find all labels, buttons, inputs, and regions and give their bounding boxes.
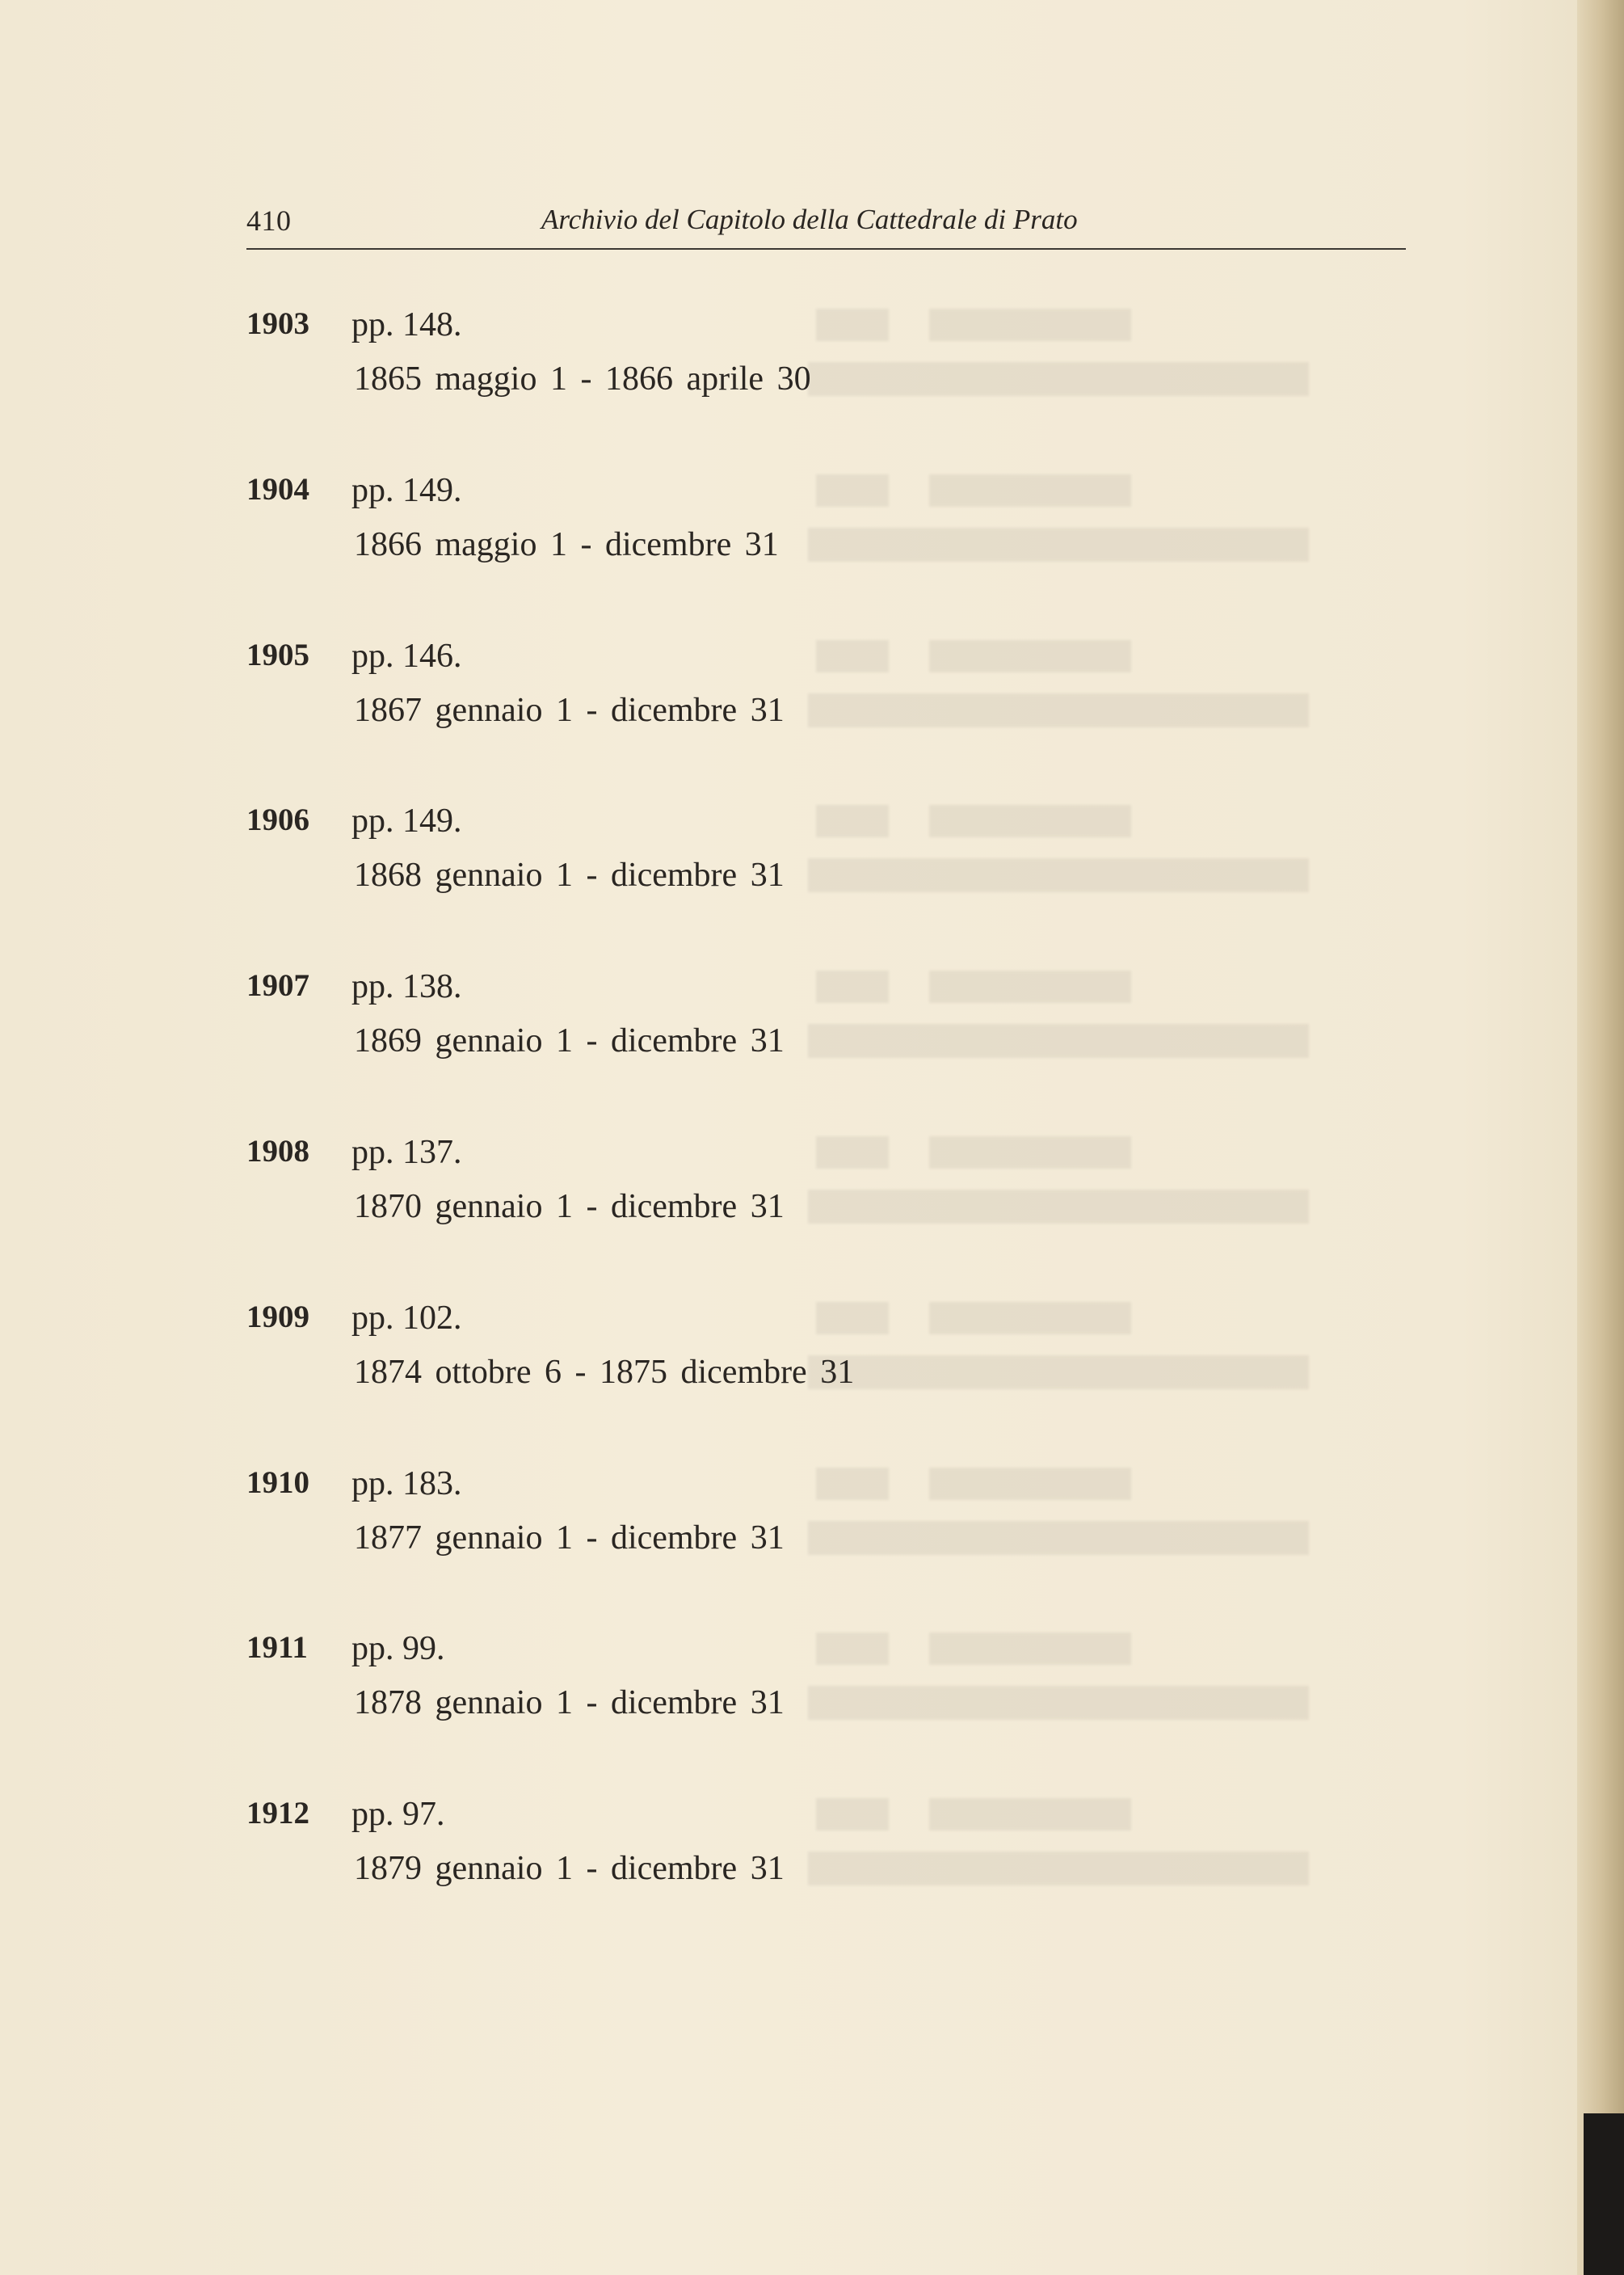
- entry-dates: 1877 gennaio 1 - dicembre 31: [354, 1519, 785, 1557]
- running-title: Archivio del Capitolo della Cattedrale di Prato: [541, 204, 1078, 235]
- entry-item: [246, 299, 1216, 465]
- entry-pages: pp. 97.: [351, 1796, 445, 1834]
- entry-dates: 1874 ottobre 6 - 1875 dicembre 31: [354, 1353, 855, 1391]
- scan-border: [1584, 2113, 1624, 2275]
- entry-item: [246, 1623, 1216, 1788]
- entry-pages: pp. 149.: [351, 803, 462, 840]
- entry-dates: 1879 gennaio 1 - dicembre 31: [354, 1850, 785, 1888]
- entry-number: 1906: [246, 803, 309, 838]
- entry-dates: 1878 gennaio 1 - dicembre 31: [354, 1684, 785, 1722]
- entry-number: 1905: [246, 637, 309, 672]
- entry-number: 1903: [246, 306, 309, 341]
- entry-item: [246, 1458, 1216, 1624]
- entry-item: [246, 1788, 1216, 1954]
- entry-pages: pp. 99.: [351, 1630, 445, 1668]
- entry-pages: pp. 138.: [351, 968, 462, 1006]
- entry-item: [246, 465, 1216, 630]
- entry-number: 1911: [246, 1630, 308, 1666]
- entry-pages: pp. 183.: [351, 1464, 462, 1502]
- entry-pages: pp. 102.: [351, 1299, 462, 1337]
- page-number: 410: [246, 204, 292, 237]
- entry-number: 1904: [246, 471, 309, 507]
- entry-item: [246, 795, 1216, 961]
- entry-number: 1907: [246, 968, 309, 1004]
- entry-number: 1909: [246, 1299, 309, 1334]
- entry-pages: pp. 149.: [351, 471, 462, 509]
- entry-item: [246, 1292, 1216, 1458]
- entry-item: [246, 1127, 1216, 1292]
- entry-list: [246, 299, 1216, 1954]
- entry-dates: 1869 gennaio 1 - dicembre 31: [354, 1022, 785, 1060]
- entry-item: [246, 630, 1216, 796]
- page-gutter-edge: [1577, 0, 1624, 2275]
- entry-dates: 1870 gennaio 1 - dicembre 31: [354, 1187, 785, 1225]
- entry-dates: 1868 gennaio 1 - dicembre 31: [354, 857, 785, 895]
- entry-pages: pp. 137.: [351, 1133, 462, 1171]
- entry-number: 1908: [246, 1133, 309, 1169]
- entry-dates: 1865 maggio 1 - 1866 aprile 30: [354, 360, 811, 398]
- entry-item: [246, 961, 1216, 1127]
- header-rule: [246, 248, 1406, 250]
- entry-pages: pp. 148.: [351, 306, 462, 343]
- entry-number: 1912: [246, 1796, 309, 1831]
- entry-number: 1910: [246, 1464, 309, 1500]
- entry-dates: 1867 gennaio 1 - dicembre 31: [354, 691, 785, 729]
- page-header: [246, 204, 1406, 246]
- entry-pages: pp. 146.: [351, 637, 462, 675]
- entry-dates: 1866 maggio 1 - dicembre 31: [354, 525, 779, 563]
